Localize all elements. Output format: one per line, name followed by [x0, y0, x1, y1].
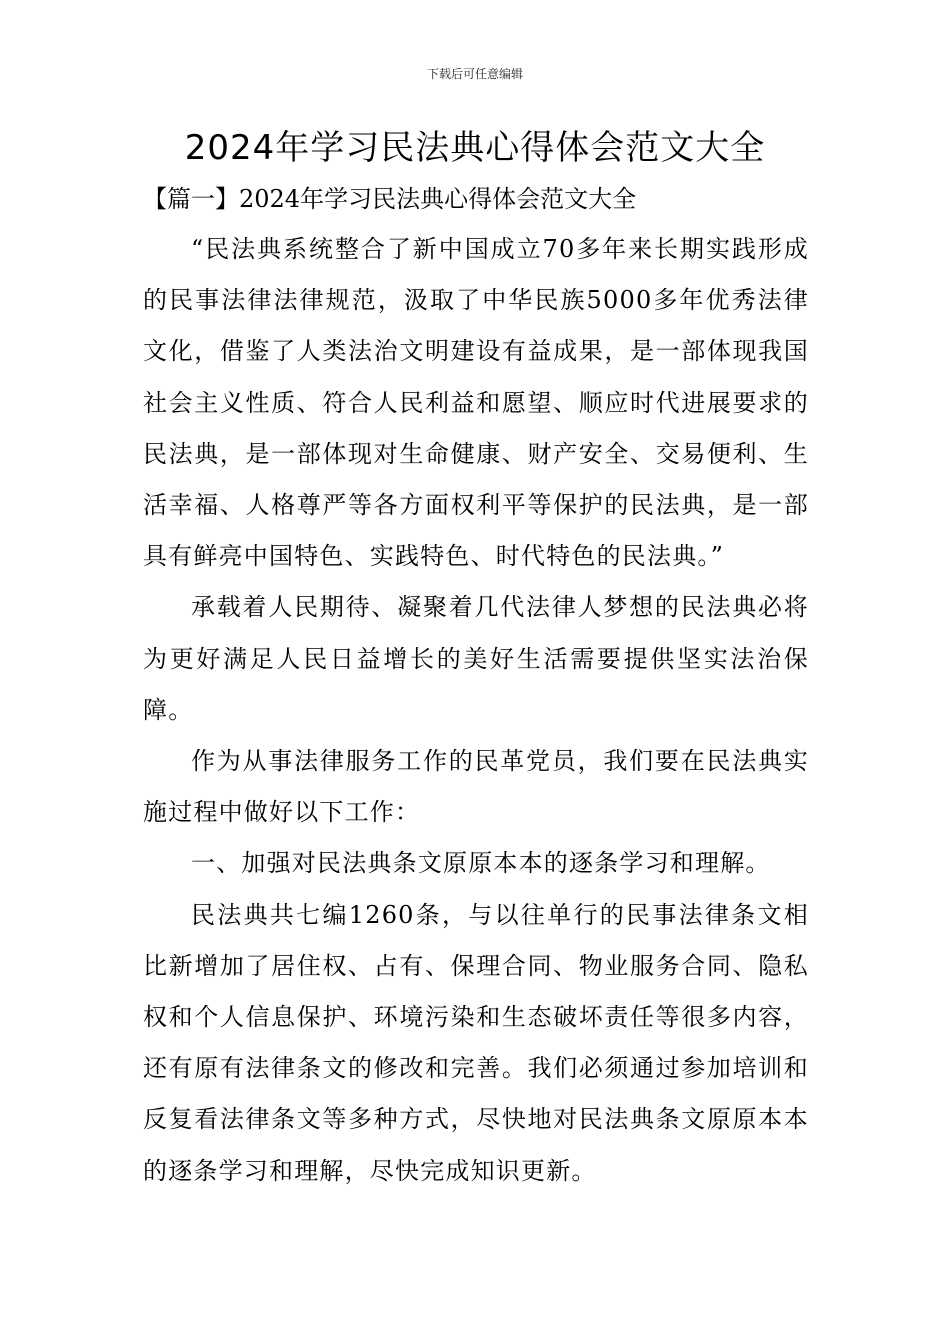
paragraph-work-intro: 作为从事法律服务工作的民革党员，我们要在民法典实施过程中做好以下工作：: [143, 747, 809, 827]
paragraph-civil-code-detail: 民法典共七编1260条，与以往单行的民事法律条文相比新增加了居住权、占有、保理合同、物业服务合同、隐私权和个人信息保护、环境污染和生态破坏责任等很多内容，还有原有法律条文的修改和完善。我们必须通过参加培训和反复看法律条文等多种方式，尽快地对民法典条文原原本本的逐条学习和理解，尽快完成知识更新。: [143, 900, 809, 1185]
paragraph-point-one: 一、加强对民法典条文原原本本的逐条学习和理解。: [191, 849, 771, 878]
paragraph-quote: “民法典系统整合了新中国成立70多年来长期实践形成的民事法律法律规范，汲取了中华民族5000多年优秀法律文化，借鉴了人类法治文明建设有益成果，是一部体现我国社会主义性质、符合人民利益和愿望、顺应时代进展要求的民法典，是一部体现对生命健康、财产安全、交易便利、生活幸福、人格尊严等各方面权利平等保护的民法典，是一部具有鲜亮中国特色、实践特色、时代特色的民法典。”: [143, 235, 809, 571]
paragraph-expectation: 承载着人民期待、凝聚着几代法律人梦想的民法典必将为更好满足人民日益增长的美好生活需要提供坚实法治保障。: [143, 593, 809, 724]
document-title: 2024年学习民法典心得体会范文大全: [184, 128, 766, 168]
header-note: 下载后可任意编辑: [426, 67, 523, 81]
document-body: [143, 224, 809, 1197]
section-heading: 【篇一】2024年学习民法典心得体会范文大全: [143, 185, 637, 213]
